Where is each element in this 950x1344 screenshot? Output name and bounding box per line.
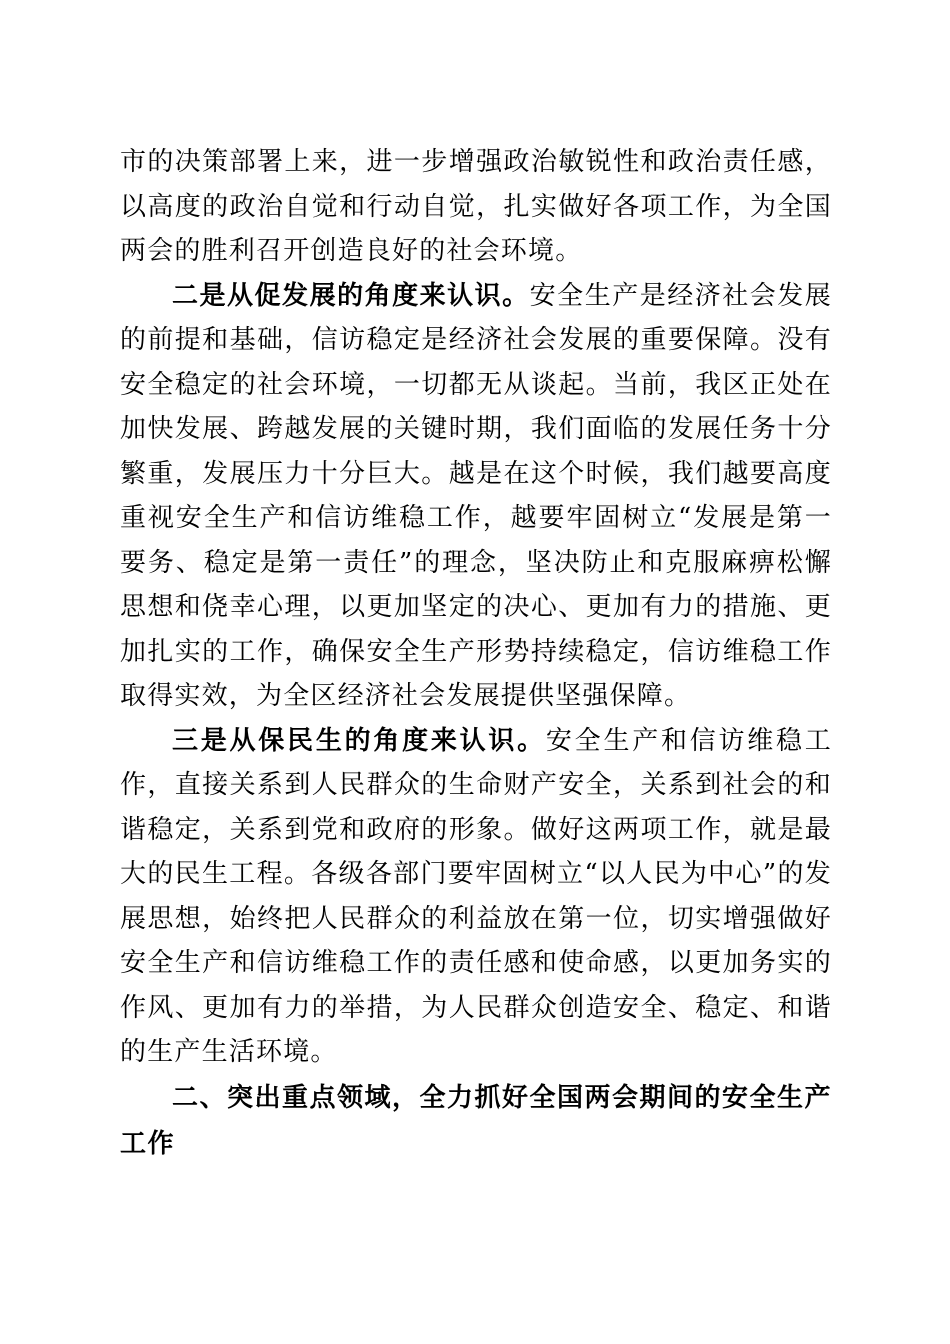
document-page: [120, 140, 832, 1167]
paragraph-lead: 二是从促发展的角度来认识。: [172, 280, 530, 311]
section-heading: 二、突出重点领域，全力抓好全国两会期间的安全生产工作: [120, 1082, 833, 1159]
paragraph-text: 市的决策部署上来，进一步增强政治敏锐性和政治责任感，以高度的政治自觉和行动自觉，扎实做好各项工作，为全国两会的胜利召开创造良好的社会环境。: [120, 147, 832, 266]
paragraph-development: [120, 274, 832, 719]
paragraph-text: 安全生产是经济社会发展的前提和基础，信访稳定是经济社会发展的重要保障。没有安全稳定的社会环境，一切都无从谈起。当前，我区正处在加快发展、跨越发展的关键时期，我们面临的发展任务十分繁重，发展压力十分巨大。越是在这个时候，我们越要高度重视安全生产和信访维稳工作，越要牢固树立“发展是第一要务、稳定是第一责任”的理念，坚决防止和克服麻痹松懈思想和侥幸心理，以更加坚定的决心、更加有力的措施、更加扎实的工作，确保安全生产形势持续稳定，信访维稳工作取得实效，为全区经济社会发展提供坚强保障。: [120, 280, 832, 711]
paragraph-lead: 三是从保民生的角度来认识。: [172, 725, 546, 756]
paragraph-continuation: [120, 140, 832, 274]
paragraph-livelihood: [120, 719, 832, 1075]
paragraph-text: 安全生产和信访维稳工作，直接关系到人民群众的生命财产安全，关系到社会的和谐稳定，关系到党和政府的形象。做好这两项工作，就是最大的民生工程。各级各部门要牢固树立“以人民为中心”的发展思想，始终把人民群众的利益放在第一位，切实增强做好安全生产和信访维稳工作的责任感和使命感，以更加务实的作风、更加有力的举措，为人民群众创造安全、稳定、和谐的生产生活环境。: [120, 725, 832, 1067]
